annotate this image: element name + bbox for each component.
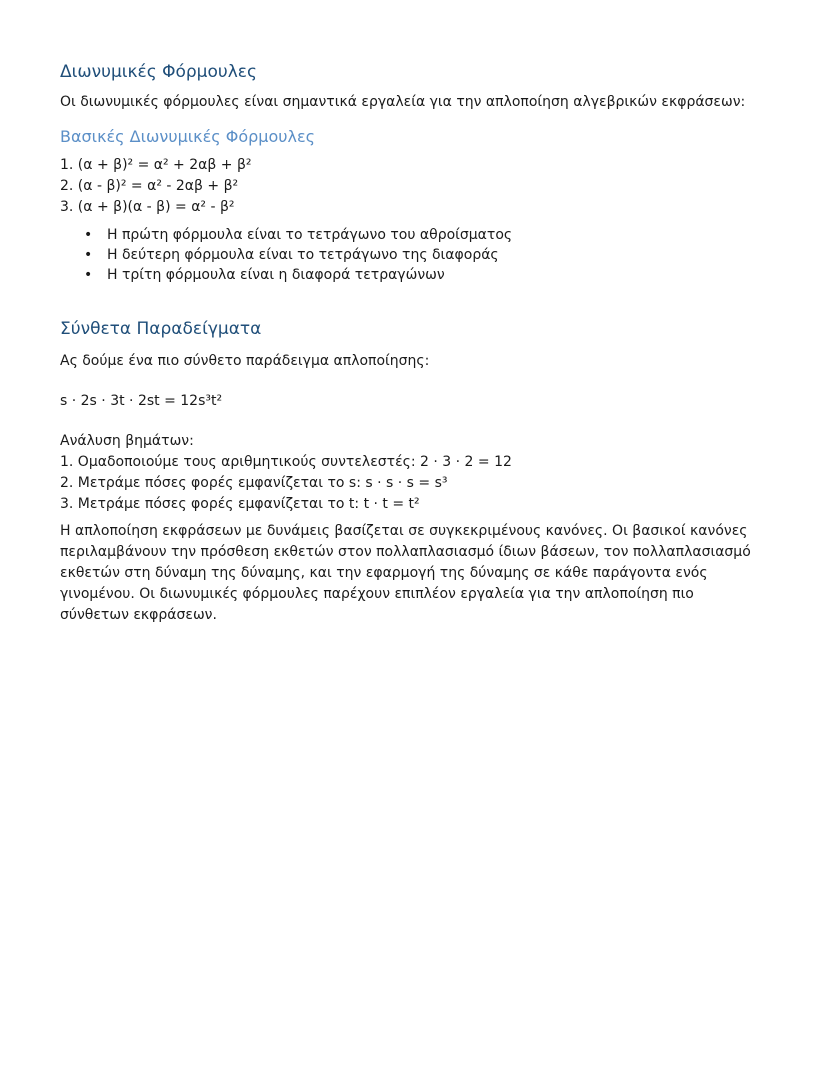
conclusion-line: σύνθετων εκφράσεων. xyxy=(60,607,217,623)
steps-title: Ανάλυση βημάτων: xyxy=(60,433,194,449)
formula-item: 2. (α - β)² = α² - 2αβ + β² xyxy=(60,178,239,194)
subsection-title-basic-formulas: Βασικές Διωνυμικές Φόρμουλες xyxy=(60,127,316,146)
bullet-item: • Η δεύτερη φόρμουλα είναι το τετράγωνο της διαφοράς xyxy=(60,245,512,265)
formula-notes-list xyxy=(60,225,512,285)
step-item: 1. Ομαδοποιούμε τους αριθμητικούς συντελεστές: 2 · 3 · 2 = 12 xyxy=(60,454,512,470)
steps-block xyxy=(60,431,512,515)
formula-item: 1. (α + β)² = α² + 2αβ + β² xyxy=(60,157,252,173)
example-expression: s · 2s · 3t · 2st = 12s³t² xyxy=(60,393,223,409)
examples-intro: Ας δούμε ένα πιο σύνθετο παράδειγμα απλοποίησης: xyxy=(60,353,430,369)
conclusion-line: περιλαμβάνουν την πρόσθεση εκθετών στον πολλαπλασιασμό ίδιων βάσεων, τον πολλαπλασιασμό xyxy=(60,544,751,560)
step-item: 2. Μετράμε πόσες φορές εμφανίζεται το s: s · s · s = s³ xyxy=(60,475,448,491)
formula-item: 3. (α + β)(α - β) = α² - β² xyxy=(60,199,235,215)
conclusion-line: Η απλοποίηση εκφράσεων με δυνάμεις βασίζεται σε συγκεκριμένους κανόνες. Οι βασικοί κανόνες xyxy=(60,523,748,539)
conclusion-paragraph xyxy=(60,521,760,626)
conclusion-line: γινομένου. Οι διωνυμικές φόρμουλες παρέχουν επιπλέον εργαλεία για την απλοποίηση πιο xyxy=(60,586,694,602)
section-title-complex-examples: Σύνθετα Παραδείγματα xyxy=(60,319,262,339)
bullet-item: • Η τρίτη φόρμουλα είναι η διαφορά τετραγώνων xyxy=(60,265,512,285)
formula-list xyxy=(60,155,252,218)
section-title-binomial-formulas: Διωνυμικές Φόρμουλες xyxy=(60,62,257,82)
section-intro: Οι διωνυμικές φόρμουλες είναι σημαντικά εργαλεία για την απλοποίηση αλγεβρικών εκφράσεων: xyxy=(60,94,746,110)
bullet-item: • Η πρώτη φόρμουλα είναι το τετράγωνο του αθροίσματος xyxy=(60,225,512,245)
step-item: 3. Μετράμε πόσες φορές εμφανίζεται το t: t · t = t² xyxy=(60,496,420,512)
conclusion-line: εκθετών στη δύναμη της δύναμης, και την εφαρμογή της δύναμης σε κάθε παράγοντα ενός xyxy=(60,565,708,581)
